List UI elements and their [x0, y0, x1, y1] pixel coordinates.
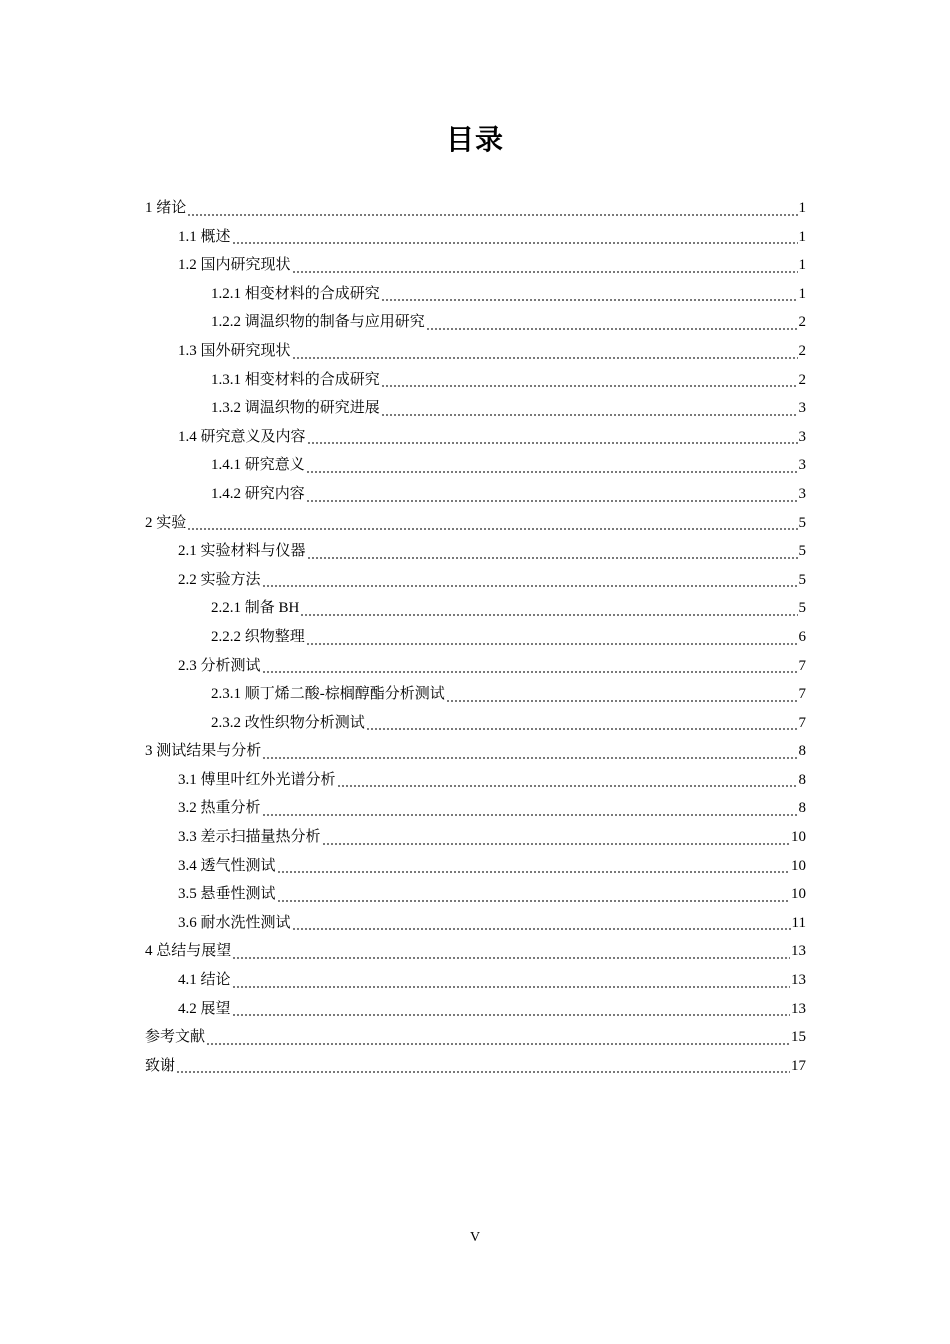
- toc-dot-leader: [292, 271, 798, 273]
- toc-entry-page: 8: [798, 800, 806, 817]
- toc-entry-label: 3.5 悬垂性测试: [178, 886, 276, 903]
- toc-entry-page: 6: [798, 628, 806, 645]
- toc-entry-label: 4.2 展望: [178, 1000, 231, 1017]
- toc-entry-label: 3.3 差示扫描量热分析: [178, 829, 321, 846]
- toc-entry[interactable]: [145, 337, 806, 366]
- toc-entry[interactable]: [145, 823, 806, 852]
- toc-entry[interactable]: [145, 423, 806, 452]
- toc-dot-leader: [277, 900, 790, 902]
- toc-entry[interactable]: [145, 794, 806, 823]
- page-number: V: [469, 1230, 481, 1245]
- toc-dot-leader: [306, 471, 798, 473]
- toc-entry[interactable]: [145, 652, 806, 681]
- toc-dot-leader: [187, 528, 797, 530]
- toc-dot-leader: [306, 643, 798, 645]
- toc-entry-label: 2.3.1 顺丁烯二酸-棕榈醇酯分析测试: [211, 686, 445, 703]
- toc-entry-page: 2: [798, 371, 806, 388]
- toc-dot-leader: [307, 442, 798, 444]
- toc-dot-leader: [262, 757, 797, 759]
- toc-entry[interactable]: [145, 909, 806, 938]
- table-of-contents: [145, 194, 806, 1080]
- toc-entry[interactable]: [145, 566, 806, 595]
- toc-entry-label: 2.2.2 织物整理: [211, 628, 305, 645]
- toc-entry-page: 10: [791, 857, 806, 874]
- toc-entry-page: 13: [791, 1000, 806, 1017]
- toc-dot-leader: [187, 214, 797, 216]
- toc-entry-label: 3.6 耐水洗性测试: [178, 914, 291, 931]
- toc-entry[interactable]: [145, 680, 806, 709]
- toc-entry-page: 5: [798, 571, 806, 588]
- toc-dot-leader: [232, 242, 798, 244]
- toc-entry[interactable]: [145, 880, 806, 909]
- toc-entry-page: 1: [798, 228, 806, 245]
- toc-entry-label: 1.2 国内研究现状: [178, 257, 291, 274]
- toc-entry-label: 2.1 实验材料与仪器: [178, 543, 306, 560]
- toc-dot-leader: [232, 1014, 790, 1016]
- toc-entry-page: 3: [798, 400, 806, 417]
- toc-entry[interactable]: [145, 1023, 806, 1052]
- toc-entry-label: 1.3 国外研究现状: [178, 342, 291, 359]
- toc-entry-page: 10: [791, 886, 806, 903]
- toc-entry-page: 7: [798, 714, 806, 731]
- toc-entry-label: 3 测试结果与分析: [145, 743, 262, 760]
- toc-entry-label: 致谢: [145, 1057, 176, 1074]
- toc-dot-leader: [292, 928, 791, 930]
- toc-entry-page: 7: [798, 657, 806, 674]
- toc-dot-leader: [262, 671, 798, 673]
- toc-dot-leader: [381, 414, 798, 416]
- toc-dot-leader: [381, 299, 798, 301]
- toc-entry-label: 1.2.2 调温织物的制备与应用研究: [211, 314, 425, 331]
- toc-dot-leader: [292, 357, 798, 359]
- toc-entry[interactable]: [145, 451, 806, 480]
- toc-entry[interactable]: [145, 623, 806, 652]
- toc-dot-leader: [277, 871, 790, 873]
- toc-dot-leader: [307, 557, 798, 559]
- toc-dot-leader: [426, 328, 798, 330]
- toc-entry-page: 5: [798, 543, 806, 560]
- page-title: 目录: [445, 123, 504, 156]
- toc-dot-leader: [262, 814, 798, 816]
- toc-entry-label: 2.2.1 制备 BH: [211, 600, 300, 617]
- toc-entry-label: 1.1 概述: [178, 228, 231, 245]
- toc-entry[interactable]: [145, 280, 806, 309]
- toc-dot-leader: [322, 843, 790, 845]
- toc-dot-leader: [306, 500, 798, 502]
- toc-entry[interactable]: [145, 709, 806, 738]
- toc-dot-leader: [446, 700, 798, 702]
- toc-entry-label: 1.4 研究意义及内容: [178, 428, 306, 445]
- toc-dot-leader: [337, 785, 798, 787]
- toc-entry-page: 5: [798, 514, 806, 531]
- toc-entry-label: 2.3.2 改性织物分析测试: [211, 714, 365, 731]
- toc-entry-label: 1.3.2 调温织物的研究进展: [211, 400, 380, 417]
- toc-entry[interactable]: [145, 251, 806, 280]
- toc-entry[interactable]: [145, 1052, 806, 1081]
- toc-entry-page: 11: [791, 914, 806, 931]
- toc-entry-label: 4.1 结论: [178, 972, 231, 989]
- toc-dot-leader: [206, 1043, 790, 1045]
- toc-entry[interactable]: [145, 966, 806, 995]
- toc-entry[interactable]: [145, 308, 806, 337]
- toc-entry-label: 3.2 热重分析: [178, 800, 261, 817]
- toc-entry-label: 1.4.2 研究内容: [211, 485, 305, 502]
- toc-entry-page: 1: [798, 200, 806, 216]
- toc-dot-leader: [176, 1071, 790, 1073]
- toc-entry[interactable]: [145, 937, 806, 966]
- toc-entry[interactable]: [145, 594, 806, 623]
- toc-dot-leader: [232, 957, 790, 959]
- toc-entry-page: 1: [798, 285, 806, 302]
- toc-entry[interactable]: [145, 537, 806, 566]
- toc-entry-page: 10: [791, 829, 806, 846]
- toc-entry-label: 3.4 透气性测试: [178, 857, 276, 874]
- toc-entry-page: 15: [791, 1029, 806, 1046]
- toc-entry-label: 1.4.1 研究意义: [211, 457, 305, 474]
- toc-entry-page: 8: [798, 771, 806, 788]
- toc-entry-page: 7: [798, 686, 806, 703]
- toc-dot-leader: [262, 585, 798, 587]
- toc-entry-page: 17: [791, 1057, 806, 1074]
- toc-entry-label: 3.1 傅里叶红外光谱分析: [178, 771, 336, 788]
- toc-entry-label: 参考文献: [145, 1029, 206, 1046]
- toc-entry[interactable]: [145, 852, 806, 881]
- toc-entry-page: 3: [798, 428, 806, 445]
- toc-entry[interactable]: [145, 480, 806, 509]
- toc-entry-page: 13: [791, 972, 806, 989]
- toc-entry-page: 13: [791, 943, 806, 960]
- toc-entry-page: 8: [798, 743, 806, 760]
- toc-entry-page: 3: [798, 485, 806, 502]
- toc-dot-leader: [366, 728, 798, 730]
- toc-entry[interactable]: [145, 766, 806, 795]
- toc-entry[interactable]: [145, 394, 806, 423]
- toc-entry-page: 2: [798, 342, 806, 359]
- toc-entry-page: 3: [798, 457, 806, 474]
- toc-entry[interactable]: [145, 995, 806, 1024]
- toc-entry[interactable]: [145, 737, 806, 766]
- toc-entry-label: 1.2.1 相变材料的合成研究: [211, 285, 380, 302]
- toc-entry[interactable]: [145, 366, 806, 395]
- toc-dot-leader: [381, 385, 798, 387]
- toc-entry[interactable]: [145, 194, 806, 223]
- toc-entry-label: 1.3.1 相变材料的合成研究: [211, 371, 380, 388]
- toc-entry-page: 2: [798, 314, 806, 331]
- toc-entry-label: 2.3 分析测试: [178, 657, 261, 674]
- toc-entry-label: 2 实验: [145, 514, 187, 531]
- toc-dot-leader: [300, 614, 797, 616]
- toc-entry-page: 1: [798, 257, 806, 274]
- toc-entry-label: 1 绪论: [145, 200, 187, 216]
- toc-entry-label: 4 总结与展望: [145, 943, 232, 960]
- toc-entry-page: 5: [798, 600, 806, 617]
- toc-entry[interactable]: [145, 509, 806, 538]
- toc-entry-label: 2.2 实验方法: [178, 571, 261, 588]
- toc-dot-leader: [232, 986, 790, 988]
- toc-entry[interactable]: [145, 223, 806, 252]
